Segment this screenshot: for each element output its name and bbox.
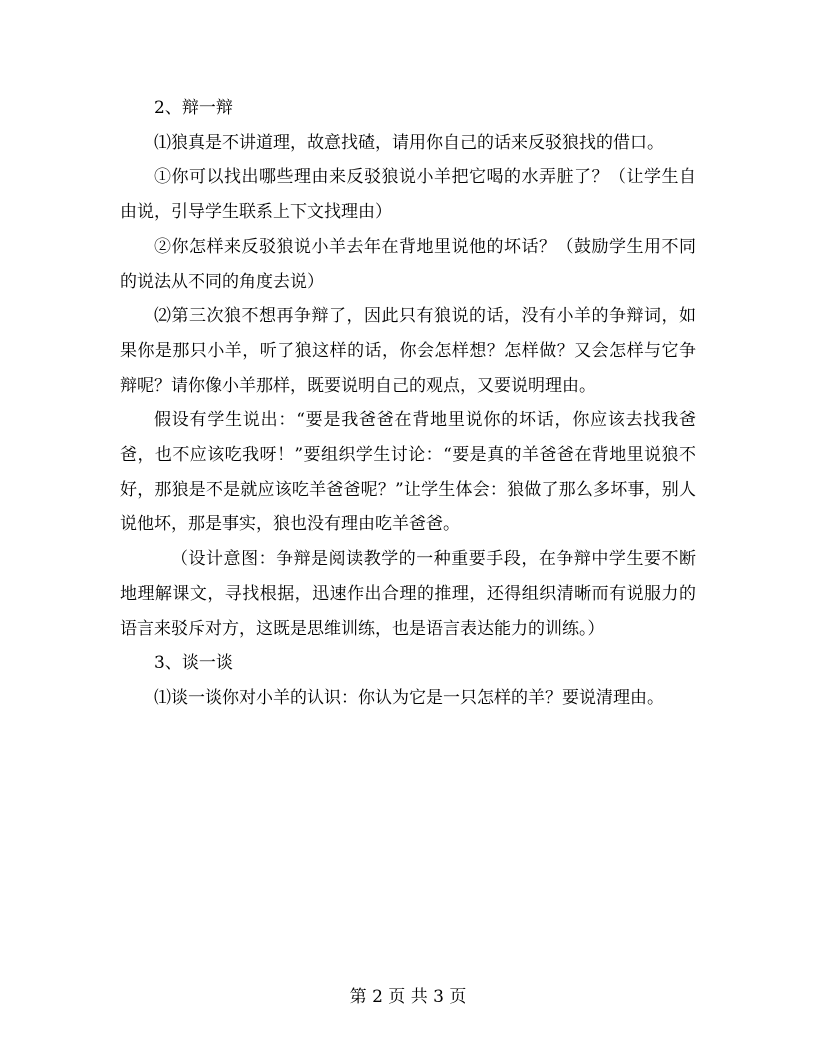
- paragraph-design-intent: （设计意图：争辩是阅读教学的一种重要手段，在争辩中学生要不断地理解课文，寻找根据，迅速作出合理的推理，还得组织清晰而有说服力的语言来驳斥对方，这既是思维训练，也是语言表达能力的训练。）: [120, 549, 696, 639]
- paragraph-question-2: ⑵第三次狼不想再争辩了，因此只有狼说的话，没有小羊的争辩词，如果你是那只小羊，听了狼这样的话，你会怎样想？怎样做？又会怎样与它争辩呢？请你像小羊那样，既要说明自己的观点，又要说明理由。: [120, 306, 696, 396]
- paragraph-sub-question-2: ②你怎样来反驳狼说小羊去年在背地里说他的坏话？（鼓励学生用不同的说法从不同的角度去说）: [120, 236, 696, 292]
- document-body: [120, 91, 696, 716]
- paragraph-question-3: ⑴谈一谈你对小羊的认识：你认为它是一只怎样的羊？要说清理由。: [154, 687, 664, 708]
- paragraph-sub-question-1: ①你可以找出哪些理由来反驳狼说小羊把它喝的水弄脏了？（让学生自由说，引导学生联系上下文找理由）: [120, 167, 696, 223]
- section-heading-debate: 2、辩一辩: [154, 98, 233, 118]
- page-number-footer: 第 2 页 共 3 页: [349, 987, 467, 1007]
- paragraph-example-discussion: 假设有学生说出：“要是我爸爸在背地里说你的坏话，你应该去找我爸爸，也不应该吃我呀！”要组织学生讨论：“要是真的羊爸爸在背地里说狼不好，那狼是不是就应该吃羊爸爸呢？”让学生体会：狼做了那么多坏事，别人说他坏，那是事实，狼也没有理由吃羊爸爸。: [120, 410, 696, 535]
- section-heading-talk: 3、谈一谈: [154, 653, 233, 674]
- paragraph-question-1: ⑴狼真是不讲道理，故意找碴，请用你自己的话来反驳狼找的借口。: [154, 132, 664, 153]
